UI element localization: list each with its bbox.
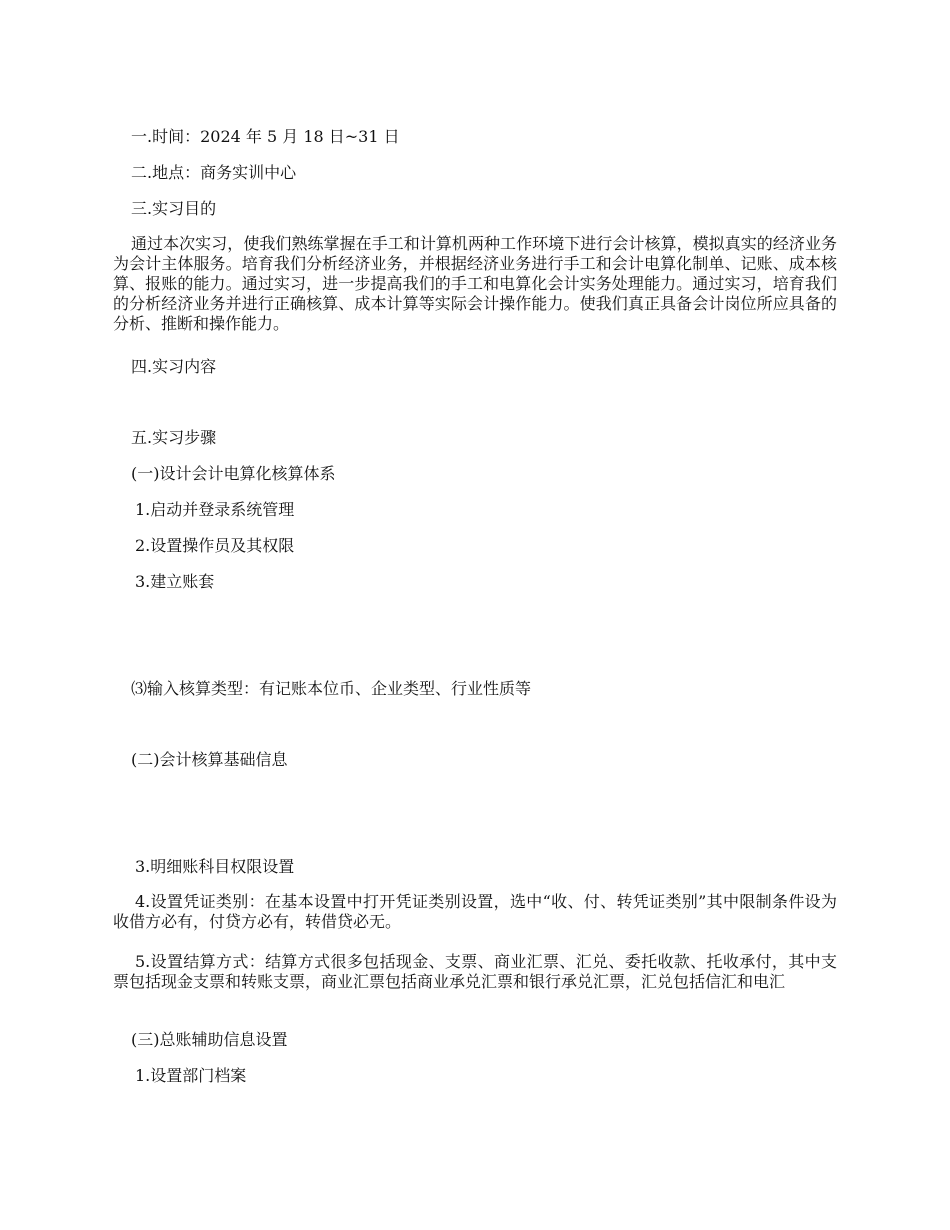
purpose-paragraph: 通过本次实习，使我们熟练掌握在手工和计算机两种工作环境下进行会计核算，模拟真实的经济业务为会计主体服务。培育我们分析经济业务，并根据经济业务进行手工和会计电算化制单、记账、成本核算、报账的能力。通过实习，进一步提高我们的手工和电算化会计实务处理能力。通过实习，培育我们的分析经济业务并进行正确核算、成本计算等实际会计操作能力。使我们真正具备会计岗位所应具备的分析、推断和操作能力。 <box>113 234 837 333</box>
section2-heading: (二)会计核算基础信息 <box>131 750 288 769</box>
section1-item-2: 2.设置操作员及其权限 <box>135 536 295 555</box>
section1-item-3: 3.建立账套 <box>135 572 215 591</box>
purpose-heading: 三.实习目的 <box>131 199 217 218</box>
content-heading: 四.实习内容 <box>131 357 217 376</box>
section2-item-4: 4.设置凭证类别：在基本设置中打开凭证类别设置，选中“收、付、转凭证类别”其中限制条件设为收借方必有，付贷方必有，转借贷必无。 <box>113 892 837 931</box>
section1-subitem-3: ⑶输入核算类型：有记账本位币、企业类型、行业性质等 <box>131 679 532 698</box>
section1-item-1: 1.启动并登录系统管理 <box>135 500 295 519</box>
location-line: 二.地点：商务实训中心 <box>131 163 297 182</box>
section2-item-3: 3.明细账科目权限设置 <box>135 857 295 876</box>
section1-heading: (一)设计会计电算化核算体系 <box>131 464 336 483</box>
section2-item-5: 5.设置结算方式：结算方式很多包括现金、支票、商业汇票、汇兑、委托收款、托收承付，其中支票包括现金支票和转账支票，商业汇票包括商业承兑汇票和银行承兑汇票，汇兑包括信汇和电汇 <box>113 952 837 991</box>
section3-heading: (三)总账辅助信息设置 <box>131 1030 288 1049</box>
section3-item-1: 1.设置部门档案 <box>135 1066 247 1085</box>
steps-heading: 五.实习步骤 <box>131 428 217 447</box>
time-line: 一.时间：2024 年 5 月 18 日~31 日 <box>131 127 400 146</box>
